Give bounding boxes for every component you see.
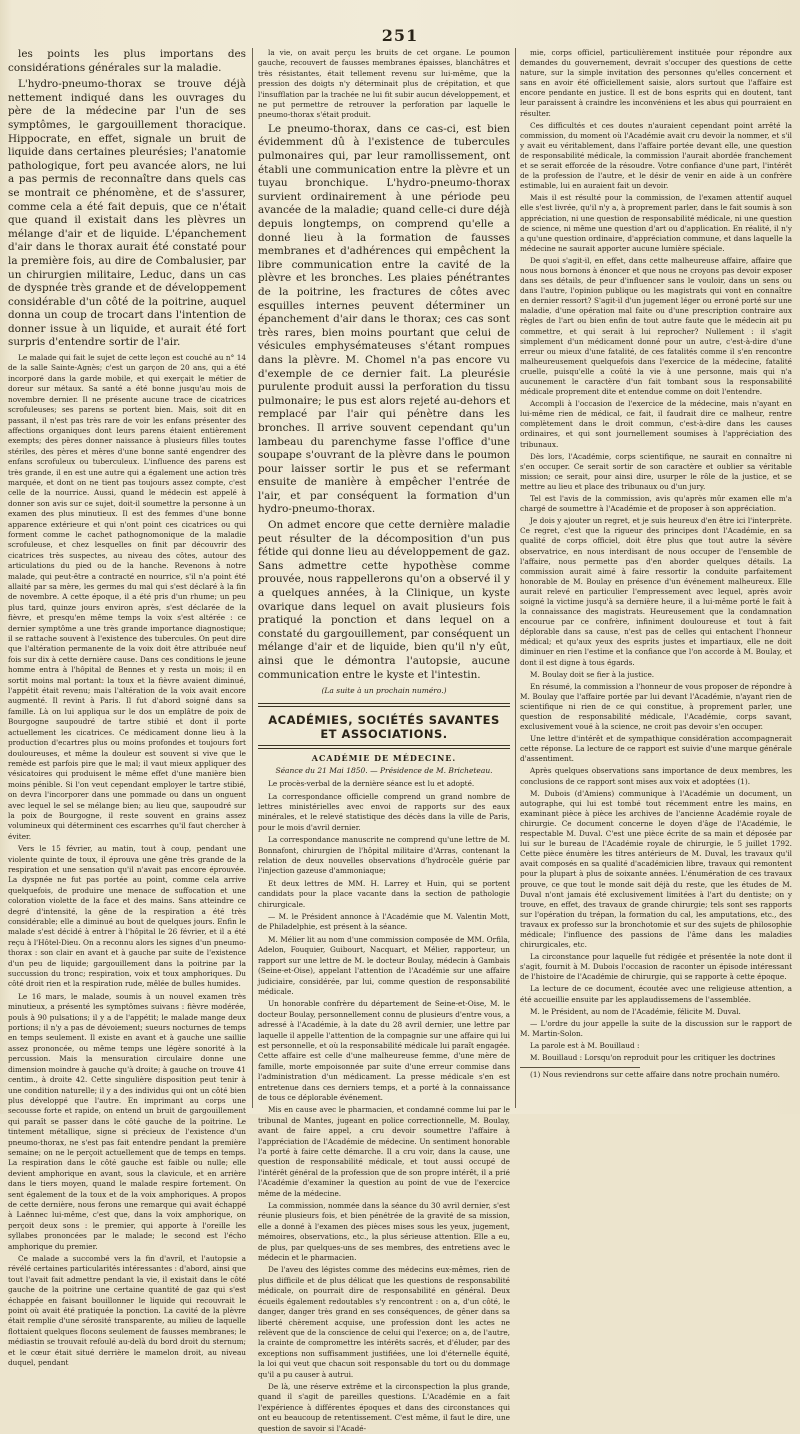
paragraph: — L'ordre du jour appelle la suite de la discussion sur le rapport de M. Martin-Solon.: [520, 1018, 792, 1038]
paragraph: M. Bouillaud : Lorsqu'on reproduit pour les critiquer les doctrines: [530, 1053, 776, 1062]
paragraph: De l'aveu des légistes comme des médecins eux-mêmes, rien de plus difficile et de plus délicat que les questions de responsabilité médicale, on pourrait dire de responsabilité en général. Deux écueils également redoutables s'y rencontrent : on a, d'un côté, le danger, danger très grand en ses conséquences, de gêner dans sa liberté chèrement acquise, une profession dont les actes ne relèvent que de la conscience de celui qui l'exerce; on a, de l'autre, la crainte de compromettre les intérêts sacrés, et d'éluder, par des exceptions non suffisamment justifiées, une loi d'éternelle équité, la loi qui veut que chacun soit responsable du tort ou du dommage qu'il a pu causer à autrui.: [258, 1265, 510, 1379]
paragraph: Le procès-verbal de la dernière séance est lu et adopté.: [268, 779, 475, 789]
session-line: Séance du 21 Mai 1850. — Présidence de M. Bricheteau.: [275, 766, 493, 776]
section-title: ACADÉMIES, SOCIÉTÉS SAVANTES ET ASSOCIATIONS.: [268, 713, 500, 742]
paragraph: Ces difficultés et ces doutes n'auraient cependant point arrêté la commission, du moment où l'Académie avait cru devoir la nommer, et s'il y avait eu véritablement, dans l'affaire portée devant elle, une question de responsabilité médicale, la commission l'aurait abordée franchement et se serait efforcée de la résoudre. Votre confiance d'une part, l'intérêt de la profession de l'autre, et le désir de venir en aide à un confrère estimable, lui en auraient fait un devoir.: [520, 120, 792, 191]
paragraph: De quoi s'agit-il, en effet, dans cette malheureuse affaire, affaire que nous nous bornons à énoncer et que nous ne croyons pas devoir exposer dans ses détails, de peur d'influencer sans le vouloir, dans un sens ou dans l'autre, l'opinion publique ou les magistrats qui vont en connaître en dernier ressort? S'agit-il d'un jugement léger ou erroné porté sur une maladie, d'une opération mal faite ou d'une prescription contraire aux règles de l'art ou bien enfin de tout autre faute que le médecin ait pu commettre, et qui serait à lui reprocher? Nullement : il s'agit simplement d'un médicament donné pour un autre, c'est-à-dire d'une erreur ou mieux d'une fatalité, de ces fatalités comme il s'en rencontre malheureusement quelquefois dans l'exercice de la médecine, fatalité cruelle, puisqu'elle a coûté la vie à une personne, mais qui n'a aucunement le caractère d'un fait tombant sous la responsabilité médicale proprement dite et entendue comme on doit l'entendre.: [520, 255, 792, 397]
paragraph: La correspondance officielle comprend un grand nombre de lettres ministérielles avec envoi de rapports sur des eaux minérales, et le relevé statistique des décès dans la ville de Paris, pour le mois d'avril dernier.: [258, 791, 510, 832]
paragraph: Accompli à l'occasion de l'exercice de la médecine, mais n'ayant en lui-même rien de médical, ce fait, il faudrait dire ce malheur, rentre complètement dans le droit commun, c'est-à-dire dans les causes ordinaires, et qui sont journellement soumises à l'appréciation des tribunaux.: [520, 399, 792, 449]
paragraph: En résumé, la commission a l'honneur de vous proposer de répondre à M. Boulay que l'affaire portée par lui devant l'Académie, n'ayant rien de scientifique ni rien de ce qui constitue, à proprement parler, une question de responsabilité médicale, l'Académie, corps savant, exclusivement voué à la science, ne croit pas devoir s'en occuper.: [520, 681, 792, 732]
column-right: [520, 48, 792, 1108]
paragraph: M. le Président, au nom de l'Académie, félicite M. Duval.: [530, 1006, 741, 1016]
paragraph: Vers le 15 février, au matin, tout à coup, pendant une violente quinte de toux, il éprouva une gêne très grande de la respiration et une sensation qu'il n'avait pas encore éprouvée. La dyspnée ne fut pas portée au point, comme cela arrive quelquefois, de produire une menace de suffocation et une coloration violette de la face et des mains. Sans atteindre ce degré d'intensité, la gêne de la respiration a été très considérable; elle a diminué au bout de quelques jours. Enfin le malade s'est décidé à entrer à l'hôpital le 26 février, et il a été reçu à l'Hôtel-Dieu. On a reconnu alors les signes d'un pneumo-thorax : son clair en avant et à gauche par suite de l'existence d'un peu de liquide; gargouillement dans la poitrine par la succussion du tronc; respiration, voix et toux amphoriques. Du côté droit rien et la respiration rude, mêlée de bulles humides.: [8, 844, 246, 989]
paragraph: Et deux lettres de MM. H. Larrey et Huin, qui se portent candidats pour la place vacante dans la section de pathologie chirurgicale.: [258, 878, 510, 909]
paragraph: Mais il est résulté pour la commission, de l'examen attentif auquel elle s'est livrée, qu'il n'y a, à proprement parler, dans le fait soumis à son appréciation, ni une question de responsabilité médicale, ni une question de science, ni même une question d'art ou d'application. En réalité, il n'y a qu'une question ordinaire, d'appréciation commune, et dans laquelle la médecine ne saurait apporter aucune lumière spéciale.: [520, 193, 792, 253]
paragraph: Le malade qui fait le sujet de cette leçon est couché au n° 14 de la salle Sainte-Agnès; c'est un garçon de 20 ans, qui a été incorporé dans la garde mobile, et qui exerçait le métier de doreur sur métaux. Sa santé a été bonne jusqu'au mois de novembre dernier. Il ne présente aucune trace de cicatrices scrofuleuses; ses parens se portent bien. Mais, soit dit en passant, il n'est pas très rare de voir les enfans présenter des affections organiques dont leurs parens étaient entièrement exempts; des pères donner naissance à plusieurs filles toutes stériles, des pères et mères d'une bonne santé engendrer des enfans scrofuleux ou tuberculeux. L'influence des parens est très grande, il en est une autre qui a également une action très marquée, et dont on ne tient pas toujours assez compte, c'est celle de la nourrice. Aussi, quand le médecin est appelé à donner son avis sur ce sujet, doit-il soumettre la personne à un examen des plus minutieux. Il est des femmes d'une bonne apparence extérieure et qui n'ont point ces cicatrices ou qui forment comme le cachet pathognomonique de la maladie scrofuleuse, et chez lesquelles on finit par découvrir des cicatrices très suspectes, au niveau des côtes, autour des articulations du pied ou de la hanche. Revenons à notre malade, qui peut-être a contracté en nourrice, s'il n'a point été allaité par sa mère, les germes du mal qui s'est déclaré à la fin de novembre. A cette époque, il a été pris d'un rhume; un peu plus tard, quinze jours environ après, s'est déclarée de la fièvre, et presqu'en même temps la voix s'est altérée : ce dernier symptôme a une très grande importance diagnostique; il se rattache souvent à l'existence des tubercules. On peut dire que l'altération permanente de la voix doit être attribuée neuf fois sur dix à cette dernière cause. Dans ces conditions le jeune homme entra à l'hôpital de Bennes et y resta un mois; il en sortit moins mal portant: la toux et la fièvre avaient diminué, l'appétit était revenu; mais l'altération de la voix avait encore augmenté. Il revint à Paris. Il fut d'abord soigné dans sa famille. Là on lui appliqua sur le dos un emplâtre de poix de Bourgogne saupoudré de tartre stibié et dont il porte actuellement les cicatrices. Ce médicament donne lieu à la production d'ecartres plus ou moins profondes et toujours fort douloureuses, et même la douleur est souvent si vive que le remède est parfois pire que le mal; il vaut mieux appliquer des vésicatoires qui produisent le même effet d'une manière bien moins pénible. Si l'on veut cependant employer le tartre stibié, on devra l'incorporer dans une pommade ou dans un onguent avec lequel le sel se mélange bien; au lieu que, saupoudré sur la poix de Bourgogne, il reste souvent en grains assez volumineux qui déterminent ces escarrhes qu'il faut chercher à éviter.: [8, 353, 246, 841]
paragraph: La correspondance manuscrite ne comprend qu'une lettre de M. Bonnafont, chirurgien de l'hôpital militaire d'Arras, contenant la relation de deux nouvelles observations d'hydrocèle guérie par l'injection gazeuse d'ammoniaque;: [258, 835, 510, 876]
paragraph: La commission, nommée dans la séance du 30 avril dernier, s'est réunie plusieurs fois, et bien pénétrée de la gravité de sa mission, elle a donné à l'examen des pièces mises sous les yeux, jugement, mémoires, observations, etc., la plus sérieuse attention. Elle a eu, de plus, par quelques-uns de ses membres, des entretiens avec le médecin et le pharmacien.: [258, 1201, 510, 1263]
paragraph: La lecture de ce document, écoutée avec une religieuse attention, a été accueillie ensuite par les applaudissemens de l'assemblée.: [520, 984, 792, 1004]
paragraph: Ce malade a succombé vers la fin d'avril, et l'autopsie a révélé certaines particularités intéressantes : d'abord, ainsi que tout l'avait fait admettre pendant la vie, il existait dans le côté gauche de la poitrine une certaine quantité de gaz qui s'est échappée en faisant bouillonner le liquide qui recouvrait le point où avait été pratiquée la ponction. La cavité de la plèvre était remplie d'une sérosité transparente, au milieu de laquelle flottaient quelques flocons seulement de fausses membranes; le médiastin se trouvait refoulé au-delà du bord droit du sternum; et le cœur était situé derrière le mamelon droit, au niveau duquel, pendant: [8, 1254, 246, 1368]
paragraph: la vie, on avait perçu les bruits de cet organe. Le poumon gauche, recouvert de fausses membranes épaisses, blanchâtres et très résistantes, était tellement revenu sur lui-même, que la pression des doigts n'y déterminait plus de crépitation, et que l'insufflation par la trachée ne lui fit subir aucun développement, et ne put permettre de retrouver la perforation par laquelle le pneumo-thorax s'était produit.: [258, 48, 510, 120]
paragraph: La parole est à M. Bouillaud :: [530, 1040, 640, 1050]
paragraph: Mis en cause avec le pharmacien, et condamné comme lui par le tribunal de Mantes, jugeant en police correctionnelle, M. Boulay, avant de faire appel, a cru devoir soumettre l'affaire à l'appréciation de l'Académie de médecine. Un sentiment honorable l'a porté à faire cette démarche. Il a cru voir, dans la cause, une question de responsabilité médicale, et tout aussi occupé de l'intérêt général de la profession que de son propre intérêt, il a prié l'Académie d'examiner la question au point de vue de l'exercice même de la médecine.: [258, 1105, 510, 1198]
paragraph: Une lettre d'intérêt et de sympathique considération accompagnerait cette réponse. La lecture de ce rapport est suivie d'une marque générale d'assentiment.: [520, 734, 792, 764]
paragraph: L'hydro-pneumo-thorax se trouve déjà nettement indiqué dans les ouvrages du père de la médecine par l'un de ses symptômes, le gargouillement thoracique. Hippocrate, en effet, signale un bruit de liquide dans certaines pleurésies; l'anatomie pathologique, fort peu avancée alors, ne lui a pas permis de reconnaître dans quels cas se montrait ce phénomène, et de s'assurer, comme cela a été fait depuis, que ce n'était que quand il existait dans les plèvres un mélange d'air et de liquide. L'épanchement d'air dans le thorax aurait été constaté pour la première fois, au dire de Combalusier, par un chirurgien militaire, Leduc, dans un cas de dyspnée très grande et de développement considérable d'un côté de la poitrine, auquel donna un coup de trocart dans l'intention de donner issue à un liquide, et aurait été fort surpris d'entendre sortir de l'air.: [8, 78, 246, 349]
footnote: (1) Nous reviendrons sur cette affaire dans notre prochain numéro.: [530, 1070, 780, 1080]
paragraph: M. Mélier lit au nom d'une commission composée de MM. Orfila, Adelon, Fouquier, Guibourt, Nacquart, et Mélier, rapporteur, un rapport sur une lettre de M. le docteur Boulay, médecin à Gambais (Seine-et-Oise), appelant l'attention de l'Académie sur une affaire judiciaire, considérée, par lui, comme question de responsabilité médicale.: [258, 934, 510, 996]
column-middle: [258, 48, 510, 1433]
section-subtitle: ACADÉMIE DE MÉDECINE.: [311, 753, 457, 764]
paragraph: Le 16 mars, le malade, soumis à un nouvel examen très minutieux, a présenté les symptômes suivans : fièvre modérée, pouls à 90 pulsations; il y a de l'appétit; le malade mange deux portions; il n'y a pas de dévoiement; sueurs nocturnes de temps en temps seulement. Il existe en avant et à gauche une saillie assez prononcée, ou même temps une légère sonorité à la percussion. Mais la mensuration circulaire donne une dimension moindre à gauche qu'à droite; à gauche on trouve 41 centim., à droite 42. Cette singulière disposition peut tenir à une condition naturelle; il y a des individus qui ont un côté bien plus développé que l'autre. En imprimant au corps une secousse forte et rapide, on entend un bruit de gargouillement qui paraît se passer dans le côté gauche de la poitrine. Le tintement métallique, signe si précieux de l'existence d'un pneumo-thorax, ne s'est pas fait entendre pendant la première semaine; on ne le perçoit actuellement que de temps en temps. La respiration dans le côté gauche est faible ou nulle; elle devient amphorique en avant, sous la clavicule, et en arrière dans le tiers moyen, quand le malade respire fortement. On sent également de la toux et de la voix amphoriques. A propos de cette dernière, nous ferons une remarque qui avait échappé à Laënnec lui-même, c'est que, dans la voix amphorique, on perçoit deux sons : le premier, qui apporte à l'oreille les syllabes prononcées par le malade; le second est l'écho amphorique du premier.: [8, 991, 246, 1251]
paragraph: — M. le Président annonce à l'Académie que M. Valentin Mott, de Philadelphie, est présent à la séance.: [258, 912, 510, 932]
paragraph: De là, une réserve extrême et la circonspection la plus grande, quand il s'agit de pareilles questions. L'Académie en a fait l'expérience à différentes époques et dans des circonstances qui ont eu beaucoup de retentissement. C'est même, il faut le dire, une question de savoir si l'Acadé-: [258, 1381, 510, 1433]
paragraph: On admet encore que cette dernière maladie peut résulter de la décomposition d'un pus fétide qui donne lieu au développement de gaz. Sans admettre cette hypothèse comme prouvée, nous rappellerons qu'on a observé il y a quelques années, à la Clinique, un kyste ovarique dans lequel on avait plusieurs fois pratiqué la ponction et dans lequel on a constaté du gargouillement, par conséquent un mélange d'air et de liquide, bien qu'il n'y eût, ainsi que le démontra l'autopsie, aucune communication entre le kyste et l'intestin.: [258, 519, 510, 681]
column-rule: [252, 48, 253, 1108]
continued-note: (La suite à un prochain numéro.): [321, 686, 447, 696]
paragraph: Dès lors, l'Académie, corps scientifique, ne saurait en connaître ni s'en occuper. Ce serait sortir de son caractère et oublier sa véritable mission; ce serait, pour ainsi dire, usurper le rôle de la justice, et se mettre au lieu et place des tribunaux ou d'un jury.: [520, 451, 792, 491]
paragraph: M. Boulay doit se fier à la justice.: [530, 669, 655, 679]
column-rule: [515, 48, 516, 1108]
page-number: 251: [381, 26, 419, 45]
paragraph: La circonstance pour laquelle fut rédigée et présentée la note dont il s'agit, fournit à M. Dubois l'occasion de raconter un épisode intéressant de l'histoire de l'Académie de chirurgie, qui se rapporte à cette époque.: [520, 952, 792, 982]
paragraph: Je dois y ajouter un regret, et je suis heureux d'en être ici l'interprète. Ce regret, c'est que la rigueur des principes dont l'Académie, en sa qualité de corps officiel, doit être plus que tout autre la sévère observatrice, en nous interdisant de nous occuper de l'ensemble de l'affaire, nous permette pas d'en aborder quelques détails. La commission aurait aimé à faire ressortir la conduite parfaitement honorable de M. Boulay en présence d'un événement malheureux. Elle aurait relevé en particulier l'empressement avec lequel, après avoir soigné la victime jusqu'à sa dernière heure, il a lui-même porté le fait à la connaissance des magistrats. Heureusement que la condamnation encourue par ce confrère, infiniment douloureuse et tout à fait déplorable dans sa cause, n'est pas de celles qui entachent l'honneur médical; et qu'aux yeux des esprits justes et impartiaux, elle ne doit diminuer en rien l'estime et la confiance que l'on accorde à M. Boulay, et dont il est digne à tous égards.: [520, 516, 792, 667]
section-divider: [258, 745, 510, 749]
paragraph: les points les plus importans des considérations générales sur la maladie.: [8, 48, 246, 74]
paragraph: Le pneumo-thorax, dans ce cas-ci, est bien évidemment dû à l'existence de tubercules pulmonaires qui, par leur ramollissement, ont établi une communication entre la plèvre et un tuyau bronchique. L'hydro-pneumo-thorax survient ordinairement à une période peu avancée de la maladie; quand celle-ci dure déjà depuis longtemps, on comprend qu'elle a donné lieu à la formation de fausses membranes et d'adhérences qui empêchent la libre communication entre la cavité de la plèvre et les bronches. Les plaies pénétrantes de la poitrine, les fractures de côtes avec esquilles internes peuvent déterminer un épanchement d'air dans le thorax; ces cas sont très rares, bien moins pourtant que celui de vésicules emphysémateuses s'étant rompues dans la plèvre. M. Chomel n'a pas encore vu d'exemple de ce dernier fait. La pleurésie purulente produit aussi la perforation du tissu pulmonaire; le pus est alors rejeté au-dehors et remplacé par l'air qui pénètre dans les bronches. Il arrive souvent cependant qu'un lambeau du parenchyme fasse l'office d'une soupape s'ouvrant de la plèvre dans le poumon pour laisser sortir le pus et se refermant ensuite de manière à empêcher l'entrée de l'air, et par conséquent la formation d'un hydro-pneumo-thorax.: [258, 122, 510, 516]
paragraph: mie, corps officiel, particulièrement instituée pour répondre aux demandes du gouvernement, devrait s'occuper des questions de cette nature, sur la simple invitation des personnes qu'elles concernent et sans en avoir été officiellement saisie, alors surtout que l'affaire est encore pendante en justice. Il est de bons esprits qui en doutent, tant leur paraissent à craindre les inconvéniens et les abus qui pourraient en résulter.: [520, 48, 792, 118]
paragraph: Tel est l'avis de la commission, avis qu'après mûr examen elle m'a chargé de soumettre à l'Académie et de proposer à son appréciation.: [520, 494, 792, 514]
paragraph: M. Dubois (d'Amiens) communique à l'Académie un document, un autographe, qui lui est tombé tout récemment entre les mains, en examinant pièce à pièce les archives de l'ancienne Académie royale de chirurgie. Ce document concerne le doyen d'âge de l'Académie, le respectable M. Duval. C'est une pièce écrite de sa main et déposée par lui sur le bureau de l'Académie royale de chirurgie, le 5 juillet 1792. Cette pièce énumère les titres antérieurs de M. Duval, les travaux qu'il avait composés en sa qualité d'académicien libre, travaux qui remontent pour la plupart à plus de soixante années. L'énumération de ces travaux prouve, ce que tout le monde sait déjà du reste, que les études de M. Duval n'ont jamais été exclusivement limitées à l'art du dentiste; on y trouve, en effet, des travaux de grande chirurgie; tels sont ses rapports sur l'opération du trépan, la formation du cal, les amputations, etc., des travaux ex professo sur la bronchotomie et sur des sujets de philosophie médicale; l'influence des passions de l'âme dans les maladies chirurgicales, etc.: [520, 788, 792, 950]
column-left: [8, 48, 246, 1368]
section-divider: [258, 703, 510, 707]
paragraph: Après quelques observations sans importance de deux membres, les conclusions de ce rapport sont mises aux voix et adoptées (1).: [520, 766, 792, 786]
paragraph: Un honorable confrère du département de Seine-et-Oise, M. le docteur Boulay, personnellement connu de plusieurs d'entre vous, a adressé à l'Académie, à la date du 28 avril dernier, une lettre par laquelle il appelle l'attention de la compagnie sur une affaire qui lui est personnelle, et où la responsabilité médicale lui paraît engagée. Cette affaire est celle d'une malheureuse femme, d'une mère de famille, morte empoisonnée par suite d'une erreur commise dans l'administration d'un médicament. La presse médicale s'en est entretenue dans ces derniers temps, et a porté à la connaissance de tous ce déplorable événement.: [258, 999, 510, 1102]
